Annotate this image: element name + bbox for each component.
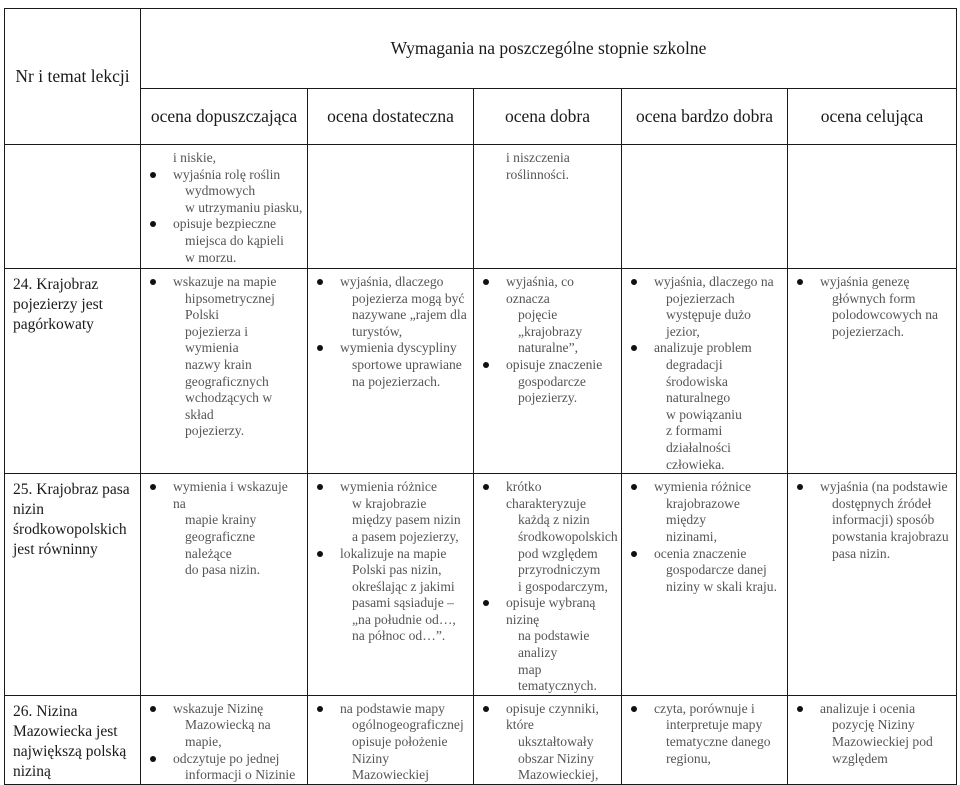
requirement-text-line: a pasem pojezierzy, bbox=[352, 528, 459, 544]
requirement-text-line: opisuje bezpieczne bbox=[173, 216, 277, 232]
requirement-text-line: ukształtowały bbox=[518, 734, 594, 750]
table-row bbox=[5, 695, 957, 784]
requirement-list bbox=[792, 479, 952, 562]
lesson-title-cell bbox=[5, 695, 141, 784]
requirement-text-line: czyta, porównuje i bbox=[654, 700, 755, 716]
requirement-text-line: pojęcie „krajobrazy bbox=[518, 307, 583, 339]
requirement-text-line: mapie krainy bbox=[185, 512, 257, 528]
requirement-text-line: w morzu. bbox=[185, 249, 237, 265]
requirement-list bbox=[312, 479, 469, 645]
requirement-text-line: regionu, bbox=[666, 750, 711, 766]
requirement-text-line: wyjaśnia, dlaczego na bbox=[654, 274, 774, 289]
requirement-text-line: pojezierza i wymienia bbox=[185, 323, 249, 356]
requirement-text-line: pasa nizin. bbox=[832, 545, 891, 561]
requirement-cell bbox=[474, 145, 622, 269]
requirement-cell bbox=[141, 695, 308, 784]
requirement-text-line: ogólnogeograficznej bbox=[352, 717, 464, 733]
list-item bbox=[792, 701, 952, 767]
requirement-text-line: na północ od…”. bbox=[352, 628, 446, 644]
list-item bbox=[478, 595, 617, 695]
requirement-text-line: do pasa nizin. bbox=[185, 562, 261, 578]
requirement-text-line: powstania krajobrazu bbox=[832, 528, 949, 544]
requirement-cell bbox=[622, 695, 788, 784]
requirement-text-line: lokalizuje na mapie bbox=[340, 545, 447, 561]
grade-label: ocena dobra bbox=[504, 106, 591, 126]
requirement-list bbox=[312, 701, 469, 784]
grade-label: ocena celująca bbox=[820, 106, 924, 126]
list-item bbox=[478, 479, 617, 595]
requirement-text-line: opisuje położenie bbox=[352, 734, 448, 750]
requirement-text-line: sportowe uprawiane bbox=[352, 356, 462, 372]
requirement-text-line: odczytuje po jednej bbox=[173, 750, 280, 766]
list-item bbox=[145, 479, 303, 579]
requirement-text-line: działalności bbox=[666, 439, 731, 455]
list-item bbox=[145, 701, 303, 751]
requirement-list bbox=[626, 479, 783, 595]
requirement-list bbox=[478, 274, 617, 407]
requirement-text-line: Mazowiecką na mapie, bbox=[185, 717, 271, 750]
requirement-text-line: polodowcowych na bbox=[832, 307, 939, 323]
requirement-text-line: ocenia znaczenie bbox=[654, 545, 747, 561]
requirement-text-line: analizuje i ocenia bbox=[820, 700, 916, 716]
requirement-text-line: wydmowych bbox=[185, 183, 256, 199]
requirement-text-line: wskazuje na mapie bbox=[173, 274, 277, 289]
requirement-cell bbox=[622, 145, 788, 269]
list-item bbox=[312, 274, 469, 340]
grade-label: ocena bardzo dobra bbox=[635, 106, 773, 126]
requirement-list bbox=[478, 150, 617, 183]
lesson-title: 26. Nizina Mazowiecka jest największą polską niziną bbox=[13, 702, 127, 780]
list-item bbox=[478, 274, 617, 357]
lesson-title-cell bbox=[5, 269, 141, 474]
requirement-list bbox=[478, 701, 617, 784]
table-row bbox=[5, 474, 957, 696]
list-item bbox=[626, 701, 783, 767]
requirement-cell bbox=[474, 269, 622, 474]
requirement-text-line: obszar Niziny bbox=[518, 750, 594, 766]
requirement-text-line: „na południe od…, bbox=[352, 611, 456, 627]
requirement-text-line: przyrodniczym bbox=[518, 562, 601, 578]
requirement-list bbox=[626, 701, 783, 767]
requirement-text-line: interpretuje mapy bbox=[666, 717, 763, 733]
requirement-cell bbox=[622, 474, 788, 696]
requirement-list bbox=[312, 274, 469, 390]
requirement-text-line: względem bbox=[832, 750, 888, 766]
requirement-text-line: z formami bbox=[666, 423, 723, 439]
requirement-cell bbox=[788, 269, 957, 474]
list-item bbox=[145, 751, 303, 784]
requirement-list bbox=[145, 274, 303, 440]
requirement-text-line: hipsometrycznej Polski bbox=[185, 290, 275, 323]
list-item bbox=[478, 357, 617, 407]
requirement-text-line: w powiązaniu bbox=[666, 406, 742, 422]
lesson-title-cell bbox=[5, 474, 141, 696]
requirement-cell bbox=[308, 269, 474, 474]
requirement-text-line: informacji o Nizinie bbox=[185, 767, 296, 783]
grade-header-dobra bbox=[474, 89, 622, 145]
requirement-text-line: wymienia i wskazuje na bbox=[173, 479, 288, 511]
requirement-text-line: pasami sąsiaduje – bbox=[352, 595, 454, 611]
requirement-text-line: gospodarcze danej bbox=[666, 562, 767, 578]
requirement-list bbox=[145, 150, 303, 266]
requirement-text-line: na pojezierzach. bbox=[352, 373, 441, 389]
table-row bbox=[5, 269, 957, 474]
requirement-text-line: niziny w skali kraju. bbox=[666, 578, 777, 594]
requirement-text-line: turystów, bbox=[352, 323, 403, 339]
requirement-cell bbox=[141, 474, 308, 696]
list-item bbox=[792, 479, 952, 562]
requirement-text-line: na podstawie mapy bbox=[340, 700, 445, 716]
requirement-text-line: pojezierzy. bbox=[518, 390, 578, 406]
list-item bbox=[792, 274, 952, 340]
requirement-cell bbox=[788, 474, 957, 696]
requirement-list bbox=[145, 701, 303, 784]
requirement-text-line: degradacji bbox=[666, 356, 723, 372]
requirement-text-line: informacji) sposób bbox=[832, 512, 935, 528]
requirement-text-line: między pasem nizin bbox=[352, 512, 461, 528]
grade-header-celujaca bbox=[788, 89, 957, 145]
requirement-text-line: w krajobrazie bbox=[352, 495, 427, 511]
requirement-text-line: wskazuje Nizinę bbox=[173, 700, 264, 716]
requirement-text-line: pojezierzy. bbox=[185, 423, 245, 439]
requirement-text-line: na podstawie analizy bbox=[518, 628, 590, 661]
lesson-title: 24. Krajobraz pojezierzy jest pagórkowaty bbox=[13, 276, 103, 333]
requirement-text-line: człowieka. bbox=[666, 456, 725, 472]
requirement-list bbox=[478, 479, 617, 695]
requirement-text-line: pod względem bbox=[518, 545, 598, 561]
requirement-text-line: pojezierzach. bbox=[832, 323, 905, 339]
requirement-cell bbox=[308, 145, 474, 269]
requirement-text-line: wyjaśnia (na podstawie bbox=[820, 479, 948, 495]
lesson-column-header bbox=[5, 9, 141, 145]
requirement-text-line: w utrzymaniu piasku, bbox=[185, 199, 303, 215]
requirement-cell bbox=[788, 695, 957, 784]
list-item bbox=[312, 340, 469, 390]
list-item bbox=[145, 150, 303, 167]
requirement-text-line: i niskie, bbox=[173, 150, 217, 165]
requirement-text-line: opisuje czynniki, które bbox=[506, 700, 599, 733]
requirement-cell bbox=[308, 474, 474, 696]
list-item bbox=[478, 701, 617, 784]
grade-header-bardzo-dobra bbox=[622, 89, 788, 145]
requirement-text-line: każdą z nizin bbox=[518, 512, 590, 528]
requirement-text-line: Mazowieckiej, bbox=[518, 767, 599, 783]
requirements-title: Wymagania na poszczególne stopnie szkolne bbox=[390, 38, 707, 58]
requirement-text-line: wymienia różnice bbox=[340, 479, 438, 495]
grade-header-dopuszczajaca bbox=[141, 89, 308, 145]
requirement-text-line: występuje dużo jezior, bbox=[666, 307, 751, 339]
requirement-text-line: wymienia różnice bbox=[654, 479, 752, 495]
requirement-text-line: głównych form bbox=[832, 290, 916, 306]
list-item bbox=[626, 340, 783, 473]
requirement-text-line: krótko charakteryzuje bbox=[506, 479, 586, 511]
requirement-text-line: wyjaśnia rolę roślin bbox=[173, 166, 281, 182]
requirement-text-line: Mazowieckiej pod bbox=[832, 734, 933, 750]
requirement-text-line: opisuje znaczenie bbox=[506, 356, 603, 372]
table-row bbox=[5, 145, 957, 269]
list-item bbox=[145, 274, 303, 440]
requirement-text-line: krajobrazowe między bbox=[666, 495, 740, 528]
requirement-text-line: pojezierzach bbox=[666, 290, 735, 306]
requirement-cell bbox=[622, 269, 788, 474]
requirements-table bbox=[4, 8, 957, 785]
requirement-text-line: wyjaśnia genezę bbox=[820, 274, 910, 289]
lesson-title: 25. Krajobraz pasa nizin środkowopolskich jest równinny bbox=[13, 481, 130, 559]
list-item bbox=[478, 150, 617, 183]
requirement-text-line: naturalne”, bbox=[518, 340, 579, 356]
requirement-text-line: gospodarcze bbox=[518, 373, 586, 389]
requirement-text-line: dostępnych źródeł bbox=[832, 495, 932, 511]
requirement-cell bbox=[474, 474, 622, 696]
requirement-cell bbox=[141, 269, 308, 474]
requirement-text-line: pojezierza mogą być bbox=[352, 290, 465, 306]
requirement-cell bbox=[474, 695, 622, 784]
requirement-text-line: Niziny Mazowieckiej bbox=[352, 750, 429, 783]
requirement-cell bbox=[788, 145, 957, 269]
requirement-text-line: opisuje wybraną nizinę bbox=[506, 595, 596, 627]
grade-label: ocena dopuszczająca bbox=[150, 106, 298, 126]
list-item bbox=[626, 479, 783, 545]
list-item bbox=[626, 274, 783, 340]
list-item bbox=[312, 546, 469, 646]
lesson-column-header-label: Nr i temat lekcji bbox=[15, 66, 130, 86]
requirement-text-line: geograficznych bbox=[185, 373, 269, 389]
requirement-text-line: środkowopolskich bbox=[518, 528, 618, 544]
requirement-text-line: nazywane „rajem dla bbox=[352, 307, 467, 323]
requirement-text-line: nizinami, bbox=[666, 528, 717, 544]
requirement-text-line: roślinności. bbox=[506, 166, 570, 182]
requirement-list bbox=[145, 479, 303, 579]
requirement-text-line: Polski pas nizin, bbox=[352, 562, 442, 578]
requirement-text-line: analizuje problem bbox=[654, 340, 752, 356]
list-item bbox=[145, 167, 303, 217]
list-item bbox=[145, 216, 303, 266]
requirement-text-line: i niszczenia bbox=[506, 150, 570, 165]
requirement-text-line: naturalnego bbox=[666, 390, 731, 406]
list-item bbox=[312, 701, 469, 784]
list-item bbox=[312, 479, 469, 545]
requirement-list bbox=[626, 274, 783, 473]
grade-header-dostateczna bbox=[308, 89, 474, 145]
requirement-text-line: nazwy krain bbox=[185, 356, 252, 372]
requirement-text-line: geograficzne należące bbox=[185, 528, 256, 561]
requirement-list bbox=[792, 274, 952, 340]
requirement-text-line: miejsca do kąpieli bbox=[185, 232, 284, 248]
requirement-list bbox=[792, 701, 952, 767]
lesson-title-cell bbox=[5, 145, 141, 269]
requirement-text-line: map tematycznych. bbox=[518, 661, 597, 694]
requirement-text-line: wymienia dyscypliny bbox=[340, 340, 457, 356]
requirement-cell bbox=[141, 145, 308, 269]
requirement-text-line: wchodzących w skład bbox=[185, 390, 273, 422]
requirement-text-line: pozycję Niziny bbox=[832, 717, 915, 733]
requirement-text-line: tematyczne danego bbox=[666, 734, 771, 750]
requirement-cell bbox=[308, 695, 474, 784]
requirement-text-line: określając z jakimi bbox=[352, 578, 455, 594]
requirement-text-line: wyjaśnia, dlaczego bbox=[340, 274, 444, 289]
list-item bbox=[626, 546, 783, 596]
requirement-text-line: wyjaśnia, co oznacza bbox=[506, 274, 574, 306]
requirements-title-cell bbox=[141, 9, 957, 89]
requirement-text-line: i gospodarczym, bbox=[518, 578, 608, 594]
requirement-text-line: środowiska bbox=[666, 373, 728, 389]
grade-label: ocena dostateczna bbox=[327, 106, 454, 126]
